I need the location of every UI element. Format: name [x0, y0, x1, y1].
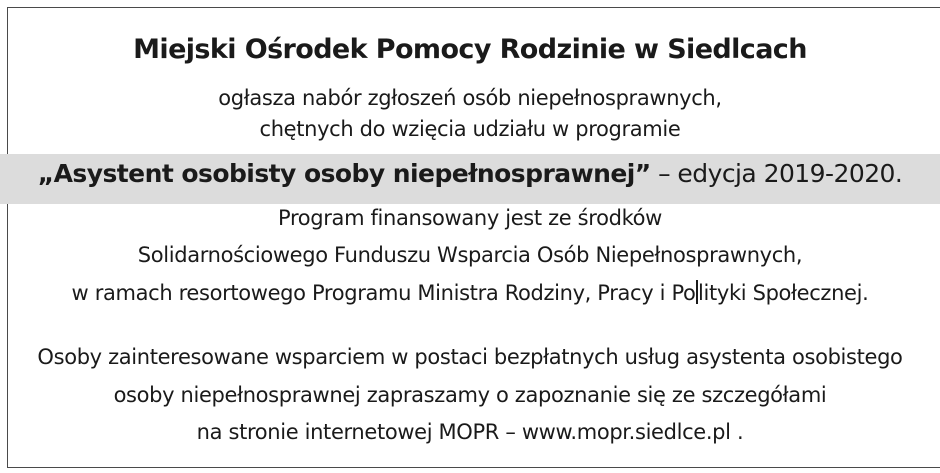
document-title: Miejski Ośrodek Pomocy Rodzinie w Siedlcach [133, 34, 807, 65]
invitation-line-3: na stronie internetowej MOPR – www.mopr.siedlce.pl . [196, 420, 744, 444]
invitation-line-1: Osoby zainteresowane wsparciem w postaci bezpłatnych usług asystenta osobistego [37, 345, 903, 369]
program-edition: – edycja 2019-2020. [650, 159, 903, 188]
funding-line-1: Program finansowany jest ze środków [278, 206, 662, 230]
funding-line-3-end: lityki Społecznej. [698, 281, 869, 305]
program-name-line [0, 159, 940, 188]
funding-line-3-start: w ramach resortowego Programu Ministra Rodziny, Pracy i Po [71, 281, 696, 305]
announcement-line-1: ogłasza nabór zgłoszeń osób niepełnosprawnych, [218, 86, 722, 110]
invitation-line-2: osoby niepełnosprawnej zapraszamy o zapoznanie się ze szczegółami [113, 383, 827, 407]
funding-line-2: Solidarnościowego Funduszu Wsparcia Osób Niepełnosprawnych, [137, 243, 803, 267]
funding-line-3 [0, 280, 940, 305]
announcement-line-2: chętnych do wzięcia udziału w programie [259, 117, 681, 141]
program-name: „Asystent osobisty osoby niepełnosprawnej” [37, 159, 651, 188]
